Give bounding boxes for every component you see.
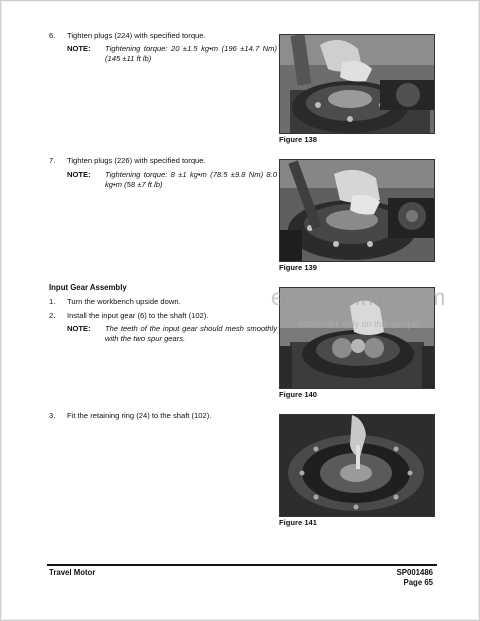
- step-1: [49, 297, 181, 307]
- figure-140-caption: Figure 140: [279, 390, 317, 399]
- step-number: 6.: [49, 31, 56, 40]
- note-text: The teeth of the input gear should mesh smoothly with the two spur gears.: [105, 324, 277, 343]
- figure-138-caption: Figure 138: [279, 135, 317, 144]
- step-text: Tighten plugs (224) with specified torque.: [67, 31, 206, 40]
- footer-page-info: [397, 568, 433, 588]
- watermark-text: eRepairinfo.com: [271, 284, 446, 310]
- figure-141-caption: Figure 141: [279, 518, 317, 527]
- section-title: Input Gear Assembly: [49, 283, 127, 292]
- step-text: Turn the workbench upside down.: [67, 297, 181, 306]
- step-2: [49, 311, 208, 321]
- figure-139-caption: Figure 139: [279, 263, 317, 272]
- note-label: NOTE:: [67, 324, 91, 333]
- footer-doc-id: SP001486: [396, 568, 433, 577]
- note-input-gear: [67, 324, 277, 344]
- step-text: Fit the retaining ring (24) to the shaft (102).: [67, 411, 212, 420]
- figure-141-photo: [279, 414, 435, 517]
- step-number: 1.: [49, 297, 56, 306]
- step-text: Tighten plugs (226) with specified torque.: [67, 156, 206, 165]
- note-torque-1: [67, 44, 277, 64]
- step-6: [49, 31, 206, 41]
- step-number: 3.: [49, 411, 56, 420]
- step-3: [49, 411, 211, 421]
- step-text: Install the input gear (6) to the shaft (102).: [67, 311, 209, 320]
- note-label: NOTE:: [67, 44, 91, 53]
- step-number: 2.: [49, 311, 56, 320]
- step-number: 7.: [49, 156, 56, 165]
- figure-139-photo: [279, 159, 435, 262]
- figure-138-photo: [279, 34, 435, 134]
- watermark-subtext: watermark only on this sample: [298, 319, 420, 329]
- footer-section-title: Travel Motor: [49, 568, 96, 577]
- footer-page-number: Page 65: [403, 578, 433, 587]
- note-text: Tightening torque: 8 ±1 kg•m (78.5 ±9.8 Nm) 8.0 kg•m (58 ±7 ft lb): [105, 170, 277, 189]
- note-torque-2: [67, 170, 277, 190]
- note-label: NOTE:: [67, 170, 91, 179]
- footer-rule: [47, 564, 437, 566]
- note-text: Tightening torque: 20 ±1.5 kg•m (196 ±14.7 Nm) (145 ±11 ft lb): [105, 44, 277, 63]
- step-7: [49, 156, 206, 166]
